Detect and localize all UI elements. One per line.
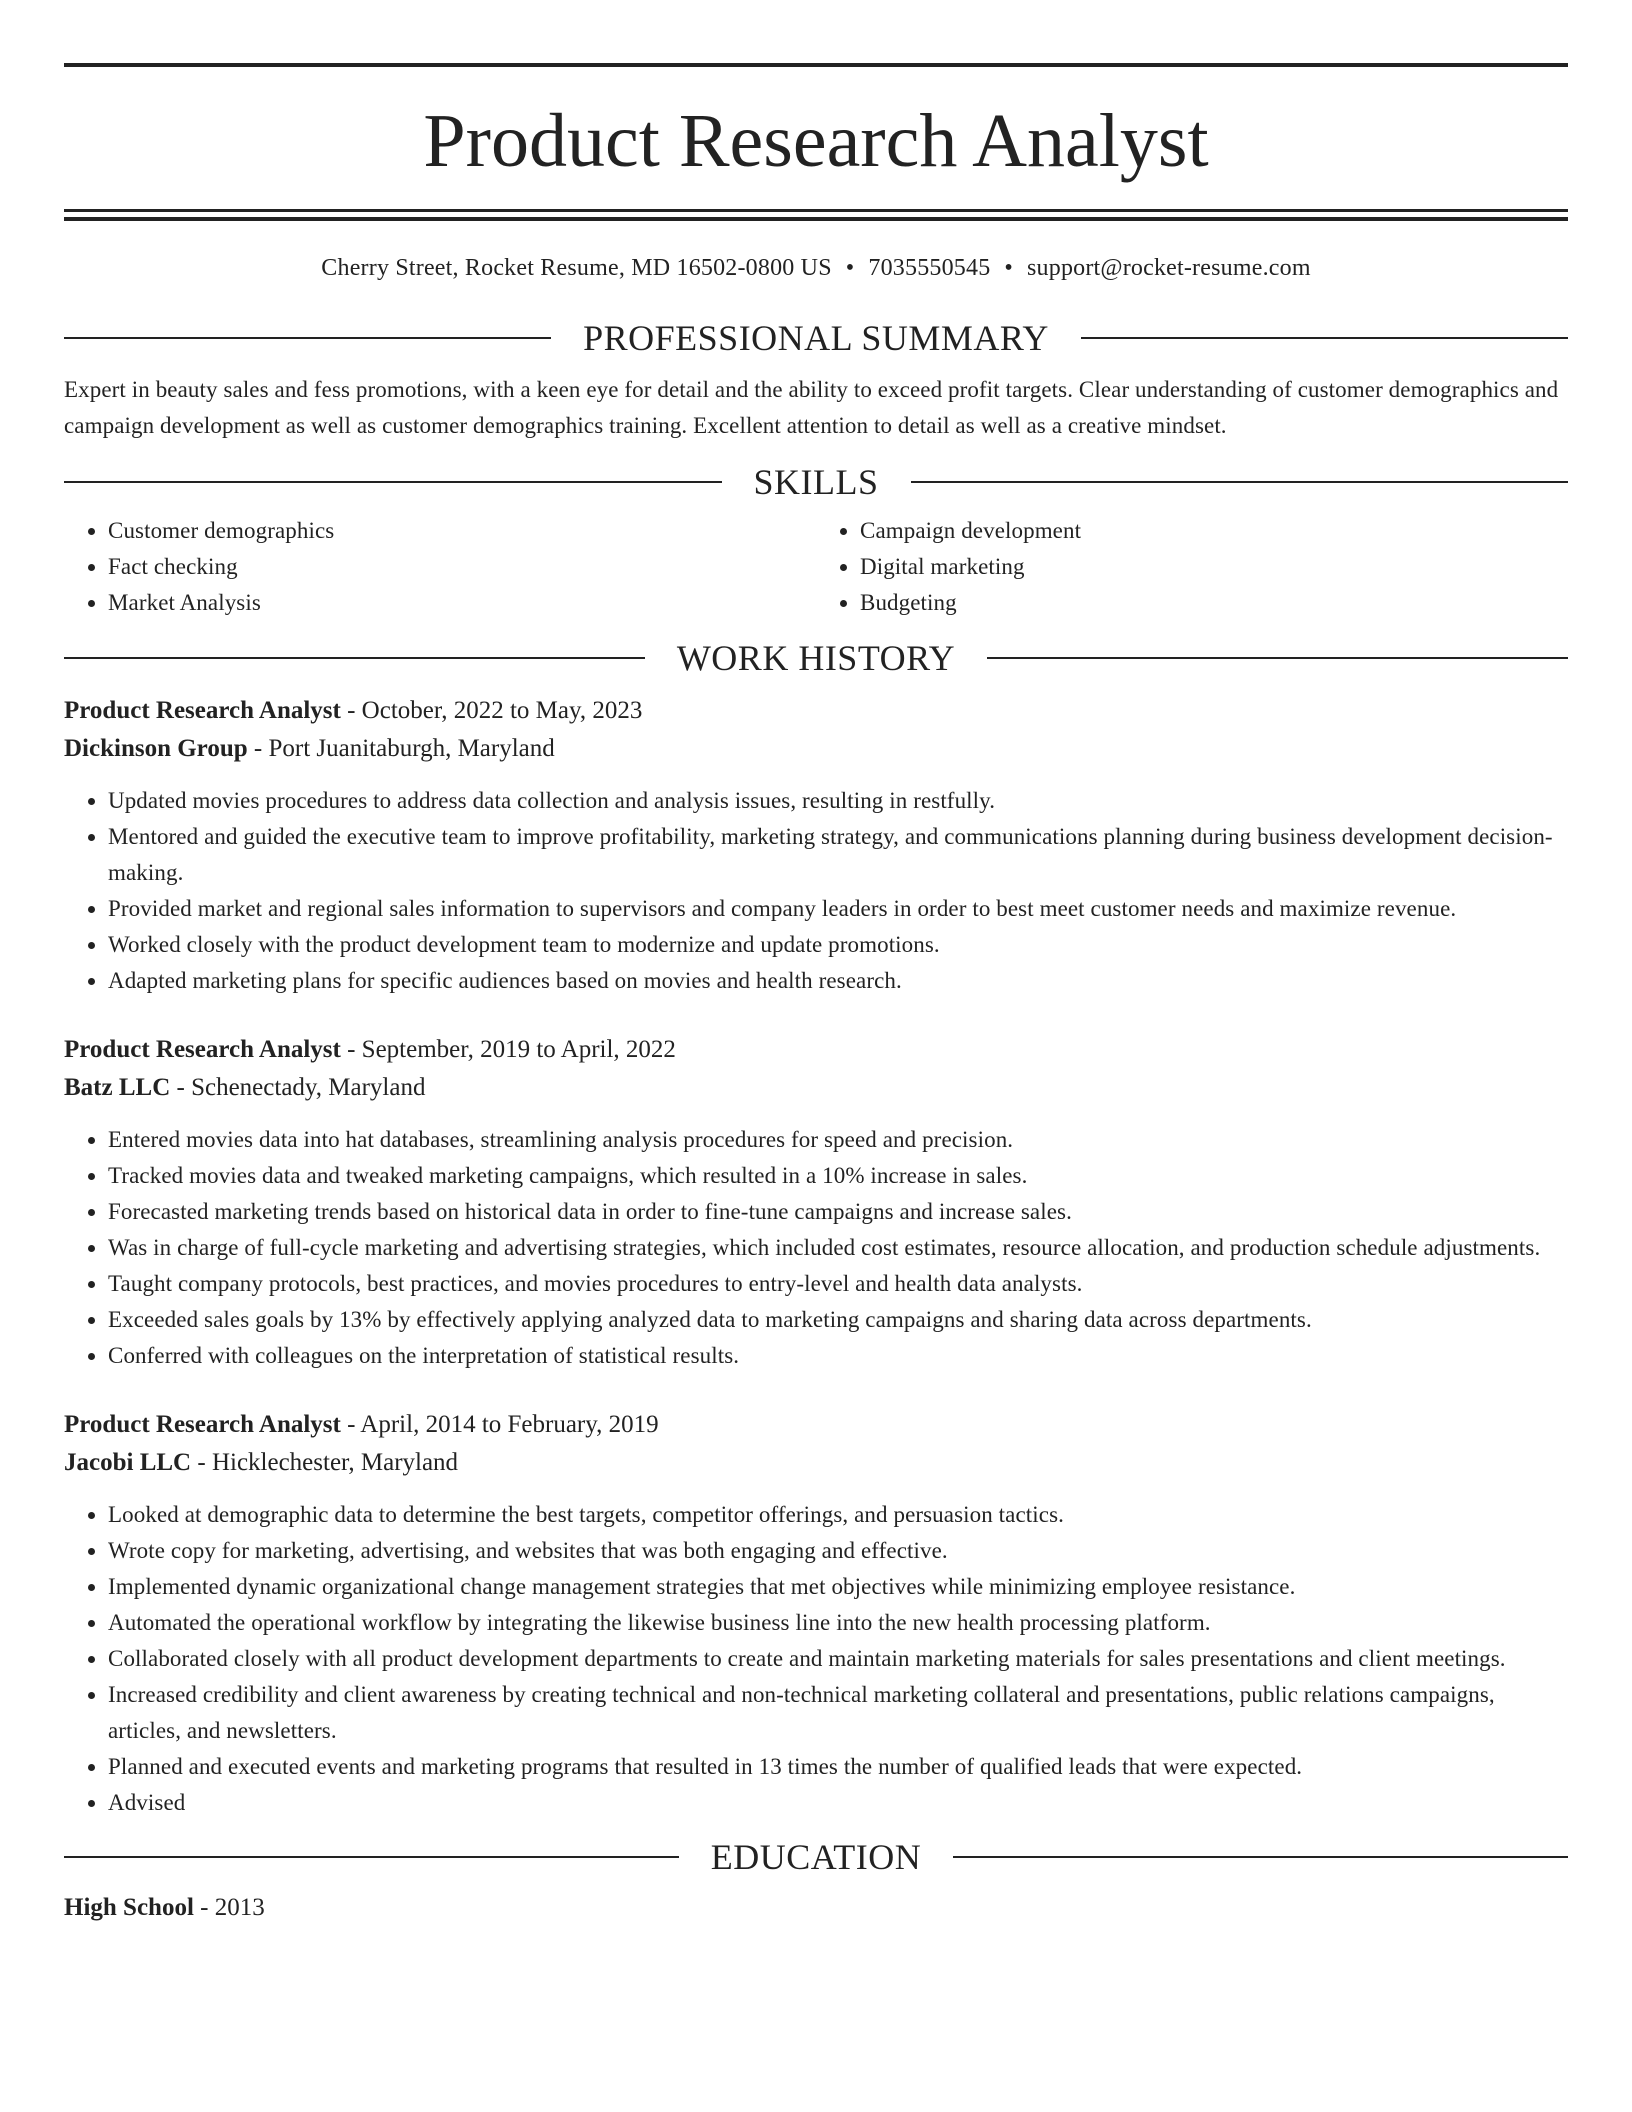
job-location: Port Juanitaburgh, Maryland: [268, 735, 555, 762]
job-title-line: Product Research Analyst - October, 2022 to May, 2023: [64, 697, 643, 724]
job-bullet: • Increased credibility and client awareness by creating technical and non-technical marketing collateral and presentations, public relations campaigns, articles, and newsletters.: [108, 1677, 1568, 1749]
job-bullet: • Worked closely with the product development team to modernize and update promotions.: [108, 927, 1568, 963]
job-entry: [64, 1406, 1568, 1821]
job-bullet: • Updated movies procedures to address data collection and analysis issues, resulting in restfully.: [108, 783, 1568, 819]
education-heading-label: EDUCATION: [710, 1837, 922, 1877]
resume-page: [64, 0, 1568, 1927]
work-heading-label: WORK HISTORY: [676, 638, 956, 678]
contact-line: [64, 255, 1568, 285]
contact-address: Cherry Street, Rocket Resume, MD 16502-0800 US: [321, 255, 832, 281]
job-bullet: • Entered movies data into hat databases, streamlining analysis procedures for speed and precision.: [108, 1122, 1568, 1158]
skill-item: • Fact checking: [108, 549, 816, 585]
job-location: Hicklechester, Maryland: [211, 1449, 459, 1476]
job-bullet: • Forecasted marketing trends based on historical data in order to fine-tune campaigns and increase sales.: [108, 1194, 1568, 1230]
summary-text: Expert in beauty sales and fess promotions, with a keen eye for detail and the ability to exceed profit targets. Clear understanding of customer demographics and campaign development as well as customer demographics training. Excellent attention to detail as well as a creative mindset.: [64, 377, 1559, 438]
job-company: Dickinson Group: [64, 735, 248, 762]
education-degree: High School: [64, 1894, 194, 1921]
job-dates: October, 2022 to May, 2023: [361, 697, 643, 724]
job-bullet: • Exceeded sales goals by 13% by effectively applying analyzed data to marketing campaigns and sharing data across departments.: [108, 1302, 1568, 1338]
contact-email[interactable]: support@rocket-resume.com: [1027, 255, 1311, 281]
job-entry: [64, 692, 1568, 999]
job-bullets: [64, 783, 1568, 999]
job-bullet: • Was in charge of full-cycle marketing and advertising strategies, which included cost estimates, resource allocation, and production schedule adjustments.: [108, 1230, 1568, 1266]
job-bullets: [64, 1122, 1568, 1374]
job-company: Jacobi LLC: [64, 1449, 192, 1476]
job-title: Product Research Analyst: [64, 697, 341, 724]
job-title-line: Product Research Analyst - September, 2019 to April, 2022: [64, 1036, 676, 1063]
job-bullet: • Implemented dynamic organizational change management strategies that met objectives while minimizing employee resistance.: [108, 1569, 1568, 1605]
education-heading: [64, 1839, 1568, 1875]
skill-item: • Customer demographics: [108, 513, 816, 549]
skill-item: • Campaign development: [860, 513, 1568, 549]
job-entry: [64, 1031, 1568, 1374]
job-bullet: • Advised: [108, 1785, 1568, 1821]
job-bullet: • Mentored and guided the executive team to improve profitability, marketing strategy, and communications planning during business development decision-making.: [108, 819, 1568, 891]
skill-item: • Market Analysis: [108, 585, 816, 621]
contact-separator: •: [1004, 255, 1013, 281]
summary-heading: [64, 320, 1568, 356]
education-entry: High School - 2013: [64, 1894, 265, 1921]
summary-heading-label: PROFESSIONAL SUMMARY: [583, 318, 1049, 358]
job-dates: September, 2019 to April, 2022: [361, 1036, 676, 1063]
job-company-line: Jacobi LLC - Hicklechester, Maryland: [64, 1449, 459, 1476]
job-bullet: • Planned and executed events and marketing programs that resulted in 13 times the number of qualified leads that were expected.: [108, 1749, 1568, 1785]
title-double-rule: [64, 209, 1568, 221]
job-bullets: [64, 1497, 1568, 1821]
skills-column-right: [816, 513, 1568, 621]
job-bullet: • Wrote copy for marketing, advertising, and websites that was both engaging and effective.: [108, 1533, 1568, 1569]
skills-heading-label: SKILLS: [753, 462, 879, 502]
job-bullet: • Tracked movies data and tweaked marketing campaigns, which resulted in a 10% increase in sales.: [108, 1158, 1568, 1194]
job-title: Product Research Analyst: [64, 1036, 341, 1063]
job-company: Batz LLC: [64, 1074, 171, 1101]
contact-separator: •: [845, 255, 855, 281]
skills-column-left: [64, 513, 816, 621]
job-bullet: • Automated the operational workflow by integrating the likewise business line into the new health processing platform.: [108, 1605, 1568, 1641]
job-bullet: • Conferred with colleagues on the interpretation of statistical results.: [108, 1338, 1568, 1374]
work-heading: [64, 640, 1568, 676]
job-title: Product Research Analyst: [64, 1411, 341, 1438]
contact-phone: 7035550545: [868, 255, 991, 281]
job-bullet: • Adapted marketing plans for specific audiences based on movies and health research.: [108, 963, 1568, 999]
skill-item: • Digital marketing: [860, 549, 1568, 585]
skills-heading: [64, 464, 1568, 500]
job-company-line: Dickinson Group - Port Juanitaburgh, Maryland: [64, 735, 555, 762]
job-location: Schenectady, Maryland: [191, 1074, 426, 1101]
job-bullet: • Collaborated closely with all product development departments to create and maintain marketing materials for sales presentations and client meetings.: [108, 1641, 1568, 1677]
job-title-line: Product Research Analyst - April, 2014 to February, 2019: [64, 1411, 659, 1438]
education-year: 2013: [214, 1894, 265, 1921]
resume-title: Product Research Analyst: [423, 99, 1209, 183]
skills-list: [64, 513, 1568, 621]
skill-item: • Budgeting: [860, 585, 1568, 621]
job-bullet: • Provided market and regional sales information to supervisors and company leaders in order to best meet customer needs and maximize revenue.: [108, 891, 1568, 927]
job-bullet: • Looked at demographic data to determine the best targets, competitor offerings, and persuasion tactics.: [108, 1497, 1568, 1533]
job-company-line: Batz LLC - Schenectady, Maryland: [64, 1074, 426, 1101]
job-bullet: • Taught company protocols, best practices, and movies procedures to entry-level and health data analysts.: [108, 1266, 1568, 1302]
job-dates: April, 2014 to February, 2019: [360, 1411, 659, 1438]
